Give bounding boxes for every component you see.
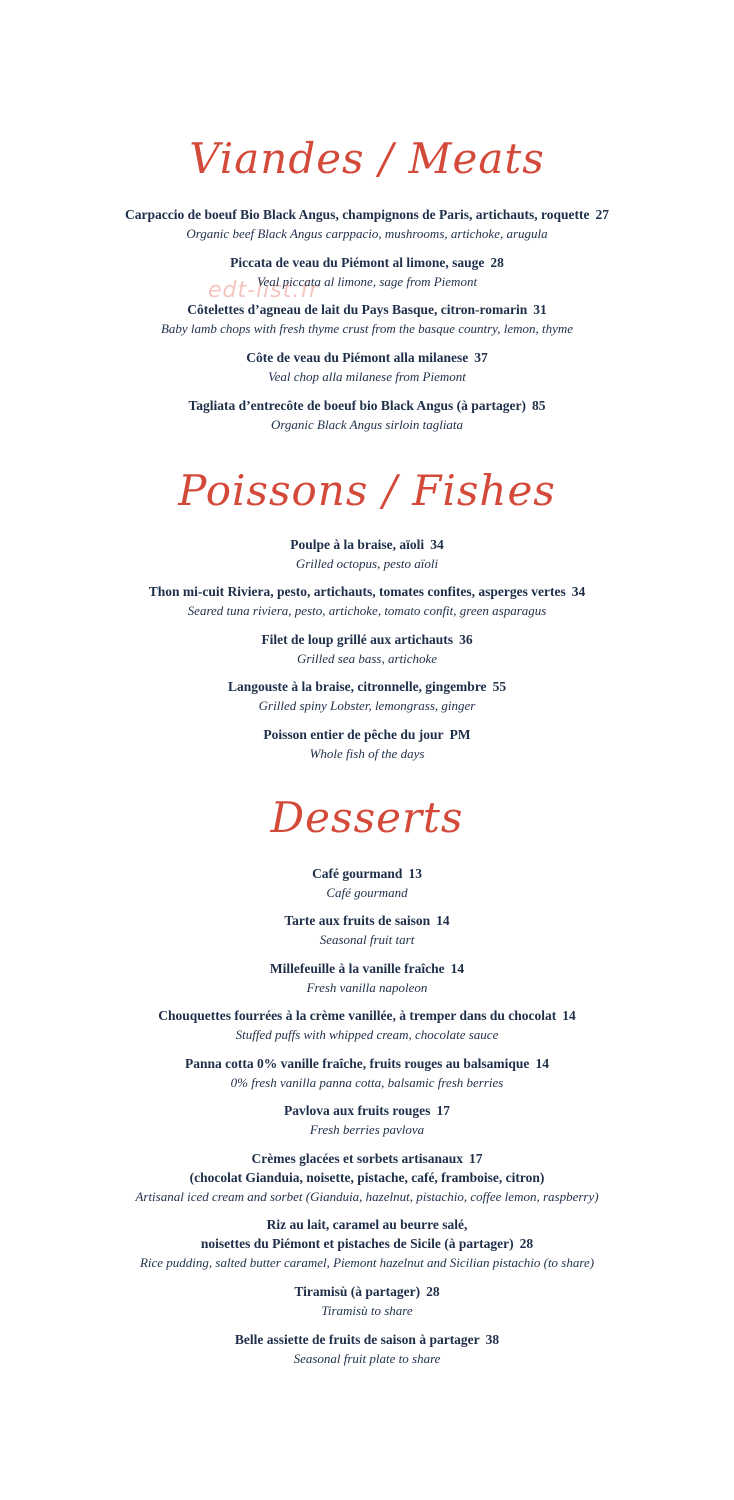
item-name-line2: (chocolat Gianduia, noisette, pistache, café, framboise, citron) (189, 1170, 545, 1185)
item-price: 14 (562, 1008, 576, 1023)
item-name: Thon mi-cuit Riviera, pesto, artichauts, tomates confites, asperges vertes (148, 584, 566, 599)
item-name: Poisson entier de pêche du jour (263, 727, 444, 742)
item-name: Tiramisù (à partager) (294, 1284, 421, 1299)
menu-item (0, 582, 734, 620)
item-translation: Artisanal iced cream and sorbet (Gianduia, hazelnut, pistachio, coffee lemon, raspberry) (135, 1189, 599, 1204)
item-translation: 0% fresh vanilla panna cotta, balsamic fresh berries (230, 1075, 504, 1090)
item-translation: Tiramisù to share (321, 1303, 413, 1318)
item-name: Millefeuille à la vanille fraîche (269, 961, 445, 976)
menu-item (0, 1215, 734, 1272)
menu-item (0, 300, 734, 338)
item-translation: Seasonal fruit tart (319, 932, 415, 947)
item-translation: Stuffed puffs with whipped cream, chocolate sauce (235, 1027, 499, 1042)
item-name: Belle assiette de fruits de saison à partager (234, 1332, 480, 1347)
item-name: Filet de loup grillé aux artichauts (261, 632, 454, 647)
item-name: Panna cotta 0% vanille fraîche, fruits rouges au balsamique (185, 1056, 530, 1071)
menu-item (0, 535, 734, 573)
item-price: 85 (532, 398, 546, 413)
item-translation: Fresh vanilla napoleon (306, 980, 428, 995)
item-translation: Grilled sea bass, artichoke (296, 651, 438, 666)
item-price: 55 (492, 679, 507, 694)
section-title-desserts: Desserts (270, 793, 464, 842)
item-price: 27 (595, 207, 609, 222)
item-name: Carpaccio de boeuf Bio Black Angus, champignons de Paris, artichauts, roquette (125, 207, 590, 222)
item-translation: Baby lamb chops with fresh thyme crust from the basque country, lemon, thyme (160, 321, 574, 336)
item-name: Côtelettes d’agneau de lait du Pays Basque, citron-romarin (187, 302, 528, 317)
menu-item (0, 396, 734, 434)
menu-item (0, 1149, 734, 1206)
menu-item (0, 1330, 734, 1368)
item-translation: Veal piccata al limone, sage from Piemont (256, 274, 478, 289)
item-name: Tarte aux fruits de saison (284, 913, 431, 928)
item-translation: Rice pudding, salted butter caramel, Piemont hazelnut and Sicilian pistachio (to share) (139, 1255, 595, 1270)
item-price: 34 (430, 537, 444, 552)
item-price: 37 (474, 350, 488, 365)
item-translation: Whole fish of the days (309, 746, 425, 761)
section-title-fishes: Poissons / Fishes (178, 466, 556, 515)
item-name: Riz au lait, caramel au beurre salé, (266, 1217, 468, 1232)
item-price: 14 (450, 961, 465, 976)
item-translation: Fresh berries pavlova (309, 1122, 425, 1137)
menu-item (0, 348, 734, 386)
item-name: Crèmes glacées et sorbets artisanaux (251, 1151, 463, 1166)
menu-item (0, 1006, 734, 1044)
item-price: 17 (436, 1103, 450, 1118)
item-name: Tagliata d’entrecôte de boeuf bio Black Angus (à partager) (188, 398, 526, 413)
item-translation: Organic Black Angus sirloin tagliata (270, 417, 464, 432)
item-name: Pavlova aux fruits rouges (284, 1103, 431, 1118)
item-price: 34 (571, 584, 586, 599)
menu-item (0, 864, 734, 902)
menu-item (0, 959, 734, 997)
item-price: 28 (426, 1284, 440, 1299)
menu-item (0, 205, 734, 243)
menu-item (0, 677, 734, 715)
item-price: 14 (436, 913, 450, 928)
menu-item (0, 630, 734, 668)
item-price: 28 (519, 1236, 534, 1251)
item-translation: Seasonal fruit plate to share (293, 1351, 441, 1366)
item-name-line2: noisettes du Piémont et pistaches de Sicile (à partager) (200, 1236, 514, 1251)
item-price: 17 (468, 1151, 483, 1166)
menu-item (0, 1054, 734, 1092)
item-name: Langouste à la braise, citronnelle, gingembre (227, 679, 487, 694)
item-name: Chouquettes fourrées à la crème vanillée, à tremper dans du chocolat (158, 1008, 557, 1023)
item-translation: Veal chop alla milanese from Piemont (268, 369, 466, 384)
item-name: Côte de veau du Piémont alla milanese (246, 350, 469, 365)
item-price: 14 (535, 1056, 549, 1071)
section-title-meats: Viandes / Meats (189, 134, 545, 183)
menu-item (0, 911, 734, 949)
menu-item (0, 253, 734, 291)
item-price: 38 (485, 1332, 500, 1347)
item-price: 28 (490, 255, 504, 270)
item-name: Piccata de veau du Piémont al limone, sauge (230, 255, 485, 270)
menu-item (0, 725, 734, 763)
item-name: Café gourmand (312, 866, 403, 881)
item-translation: Seared tuna riviera, pesto, artichoke, tomato confit, green asparagus (187, 603, 547, 618)
item-price: PM (449, 727, 471, 742)
item-translation: Grilled spiny Lobster, lemongrass, ginger (258, 698, 476, 713)
item-price: 13 (408, 866, 422, 881)
item-translation: Organic beef Black Angus carppacio, mushrooms, artichoke, arugula (186, 226, 548, 241)
item-translation: Grilled octopus, pesto aïoli (295, 556, 439, 571)
watermark-text: edt-list.fr (208, 278, 320, 303)
item-price: 36 (459, 632, 473, 647)
item-name: Poulpe à la braise, aïoli (290, 537, 425, 552)
menu-item (0, 1101, 734, 1139)
menu-item (0, 1282, 734, 1320)
item-translation: Café gourmand (326, 885, 408, 900)
item-price: 31 (533, 302, 547, 317)
